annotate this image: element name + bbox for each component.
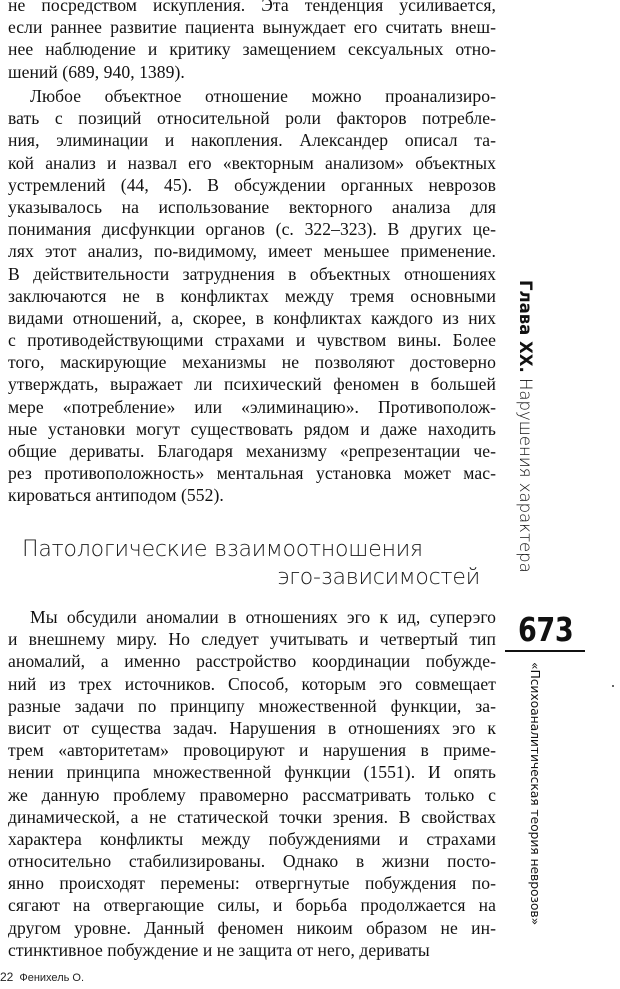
- page-footer: [0, 970, 84, 984]
- text-line: кироваться антиподом (552).: [8, 485, 224, 506]
- text-line: вать с позиций относительной роли факторов потребле-: [8, 108, 496, 129]
- text-line: нее наблюдение и критику замещением сексуальных отно-: [8, 39, 496, 60]
- text-line: ний из трех источников. Способ, которым эго совмещает: [8, 673, 496, 694]
- running-head-chapter: [510, 280, 540, 580]
- text-line: если раннее развитие пациента вынуждает его считать внеш-: [8, 17, 496, 38]
- chapter-label: Глава XX.: [516, 280, 535, 373]
- text-line: общие дериваты. Благодаря механизму «репрезентации че-: [8, 441, 496, 461]
- text-line: трем «авторитетам» провоцируют и нарушения в приме-: [8, 740, 496, 761]
- text-line: рез противоположность» ментальная установка может мас-: [8, 463, 496, 484]
- text-line: относительно стабилизированы. Однако в жизни посто-: [8, 851, 496, 872]
- text-line: устремлений (44, 45). В обсуждении органных неврозов: [8, 174, 496, 195]
- text-line: того, маскирующие механизмы не позволяют достоверно: [8, 352, 496, 373]
- text-line: стинктивное побуждение и не защита от него, дериваты: [8, 939, 430, 960]
- text-line: сягают на отвергающие силы, и борьба продолжается на: [8, 895, 496, 916]
- section-heading: [22, 536, 480, 592]
- text-line: висит от существа задач. Нарушения в отношениях эго к: [8, 717, 496, 738]
- text-line: с противодействующими страхами и чувством вины. Более: [8, 330, 496, 351]
- text-line: ные установки могут существовать рядом и даже находить: [8, 418, 496, 439]
- page-number: 673: [518, 610, 574, 649]
- text-line: янно происходят перемены: отвергнутые побуждения по-: [8, 873, 496, 894]
- text-line: и внешнему миру. Но следует учитывать и четвертый тип: [8, 629, 496, 650]
- text-line: кой анализ и назвал его «векторным анализом» объектных: [8, 152, 496, 173]
- paragraph-continuation: [8, 0, 496, 83]
- text-line: заключаются не в конфликтах между тремя основными: [8, 285, 496, 306]
- section-heading-line-1: Патологические взаимоотношения: [22, 537, 423, 562]
- section-heading-line-2: эго-зависимостей: [277, 565, 480, 590]
- text-line: В действительности затруднения в объектных отношениях: [8, 263, 496, 284]
- text-line: указывалось на использование векторного анализа для: [8, 196, 496, 217]
- print-speck: [612, 685, 614, 687]
- text-line: нении принципа множественной функции (1551). И опять: [8, 762, 496, 783]
- paragraph-vector-analysis: [8, 85, 496, 507]
- text-line: аномалий, а именно расстройство координации побужде-: [8, 651, 496, 672]
- text-line: шений (689, 940, 1389).: [8, 61, 185, 82]
- text-line: понимания дисфункции органов (с. 322–323). В других це-: [8, 219, 496, 240]
- text-line: Любое объектное отношение можно проанализиро-: [30, 86, 496, 106]
- text-line: же данную проблему правомерно рассматривать только с: [8, 784, 496, 805]
- text-line: динамической, а не статической точки зрения. В свойствах: [8, 806, 496, 827]
- footer-sheet-number: 22: [0, 970, 14, 984]
- footer-author: Фенихель О.: [19, 972, 85, 984]
- text-line: лях этот анализ, по-видимому, имеет меньшее применение.: [8, 241, 496, 262]
- chapter-title: Нарушения характера: [516, 372, 535, 573]
- text-line: не посредством искупления. Эта тенденция усиливается,: [8, 0, 496, 15]
- text-line: мере «потребление» или «элиминацию». Противополож-: [8, 396, 496, 417]
- text-line: утверждать, выражает ли психический феномен в большей: [8, 374, 496, 395]
- paragraph-ego-dependencies: [8, 606, 496, 961]
- text-line: характера конфликты между побуждениями и страхами: [8, 828, 496, 849]
- text-line: ния, элиминации и накопления. Александер описал та-: [8, 130, 496, 151]
- text-line: разные задачи по принципу множественной функции, за-: [8, 695, 496, 716]
- text-line: видами отношений, а, скорее, в конфликтах каждого из них: [8, 307, 496, 328]
- text-line: Мы обсудили аномалии в отношениях эго к ид, суперэго: [30, 607, 496, 627]
- running-head-book-title: «Психоаналитическая теория неврозов»: [528, 662, 543, 926]
- page-number-rule: [505, 650, 585, 652]
- text-line: другом уровне. Данный феномен никоим образом не ин-: [8, 917, 496, 938]
